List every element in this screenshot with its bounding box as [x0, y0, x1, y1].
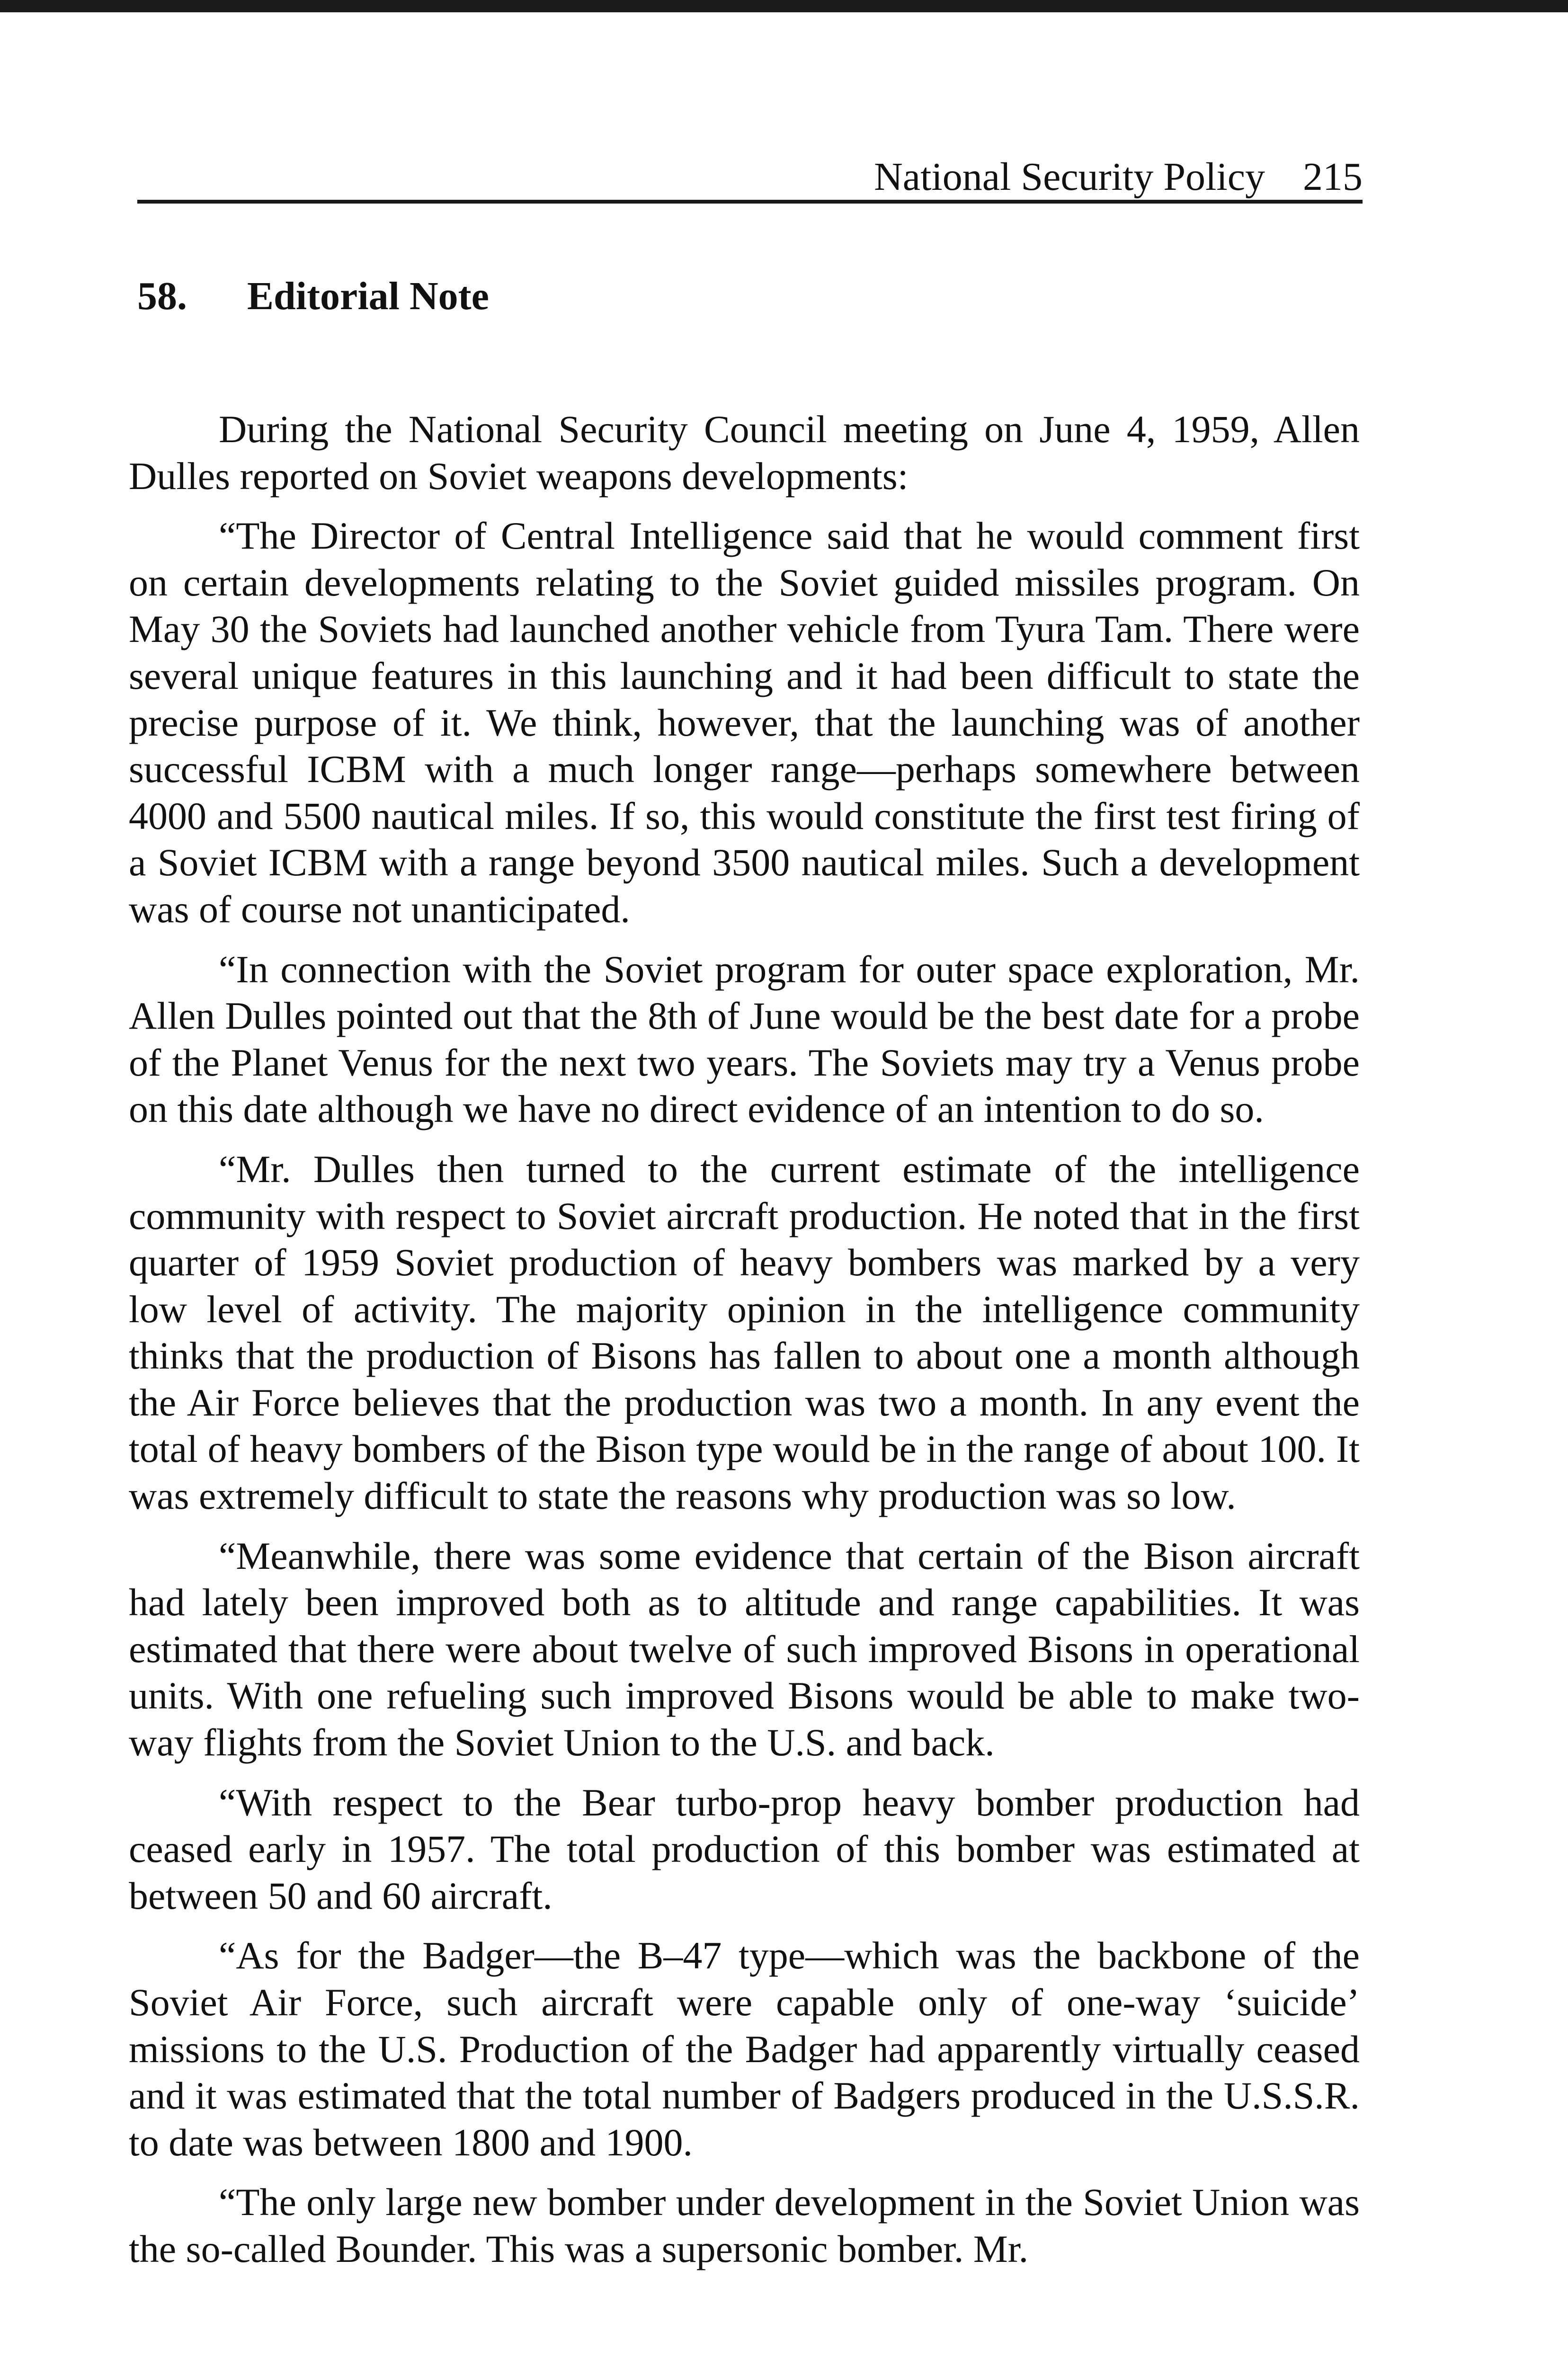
body-text [129, 406, 1360, 2286]
page-top-edge [0, 0, 1568, 12]
paragraph-badger-bomber: “As for the Badger—the B–47 type—which was the backbone of the Soviet Air Force, such aircraft were capable only of one-way ‘suicide’ missions to the U.S. Production of the Badger had apparently virtually ceased and it was estimated that the total number of Badgers produced in the U.S.S.R. to date was between 1800 and 1900. [129, 1934, 1360, 2164]
paragraph-bounder-bomber: “The only large new bomber under development in the Soviet Union was the so-called Bounder. This was a supersonic bomber. Mr. [129, 2180, 1360, 2270]
running-header [137, 151, 1363, 204]
paragraph-intro: During the National Security Council meeting on June 4, 1959, Allen Dulles reported on Soviet weapons developments: [129, 408, 1360, 498]
paragraph-aircraft-production: “Mr. Dulles then turned to the current estimate of the intelligence community with respect to Soviet aircraft production. He noted that in the first quarter of 1959 Soviet production of heavy bombers was marked by a very low level of activity. The majority opinion in the intelligence community thinks that the production of Bisons has fallen to about one a month although the Air Force believes that the production was two a month. In any event the total of heavy bombers of the Bison type would be in the range of about 100. It was extremely difficult to state the reasons why production was so low. [129, 1147, 1360, 1518]
paragraph-venus-probe: “In connection with the Soviet program for outer space exploration, Mr. Allen Dulles pointed out that the 8th of June would be the best date for a probe of the Planet Venus for the next two years. The Soviets may try a Venus probe on this date although we have no direct evidence of an intention to do so. [129, 947, 1360, 1131]
document-title: Editorial Note [247, 274, 489, 318]
paragraph-missiles: “The Director of Central Intelligence said that he would comment first on certain developments relating to the Soviet guided missiles program. On May 30 the Soviets had launched another vehicle from Tyura Tam. There were several unique features in this launching and it had been difficult to state the precise purpose of it. We think, however, that the launching was of another successful ICBM with a much longer range—perhaps somewhere between 4000 and 5500 nautical miles. If so, this would constitute the first test firing of a Soviet ICBM with a range beyond 3500 nautical miles. Such a development was of course not unanticipated. [129, 514, 1360, 931]
running-title: National Security Policy [874, 155, 1265, 199]
document-heading [137, 270, 489, 323]
page-number: 215 [1303, 155, 1363, 199]
paragraph-improved-bisons: “Meanwhile, there was some evidence that certain of the Bison aircraft had lately been improved both as to altitude and range capabilities. It was estimated that there were about twelve of such improved Bisons in operational units. With one refueling such improved Bisons would be able to make two-way flights from the Soviet Union to the U.S. and back. [129, 1534, 1360, 1764]
paragraph-bear-bomber: “With respect to the Bear turbo-prop heavy bomber production had ceased early in 1957. The total production of this bomber was estimated at between 50 and 60 aircraft. [129, 1780, 1360, 1917]
document-number: 58. [137, 274, 187, 318]
